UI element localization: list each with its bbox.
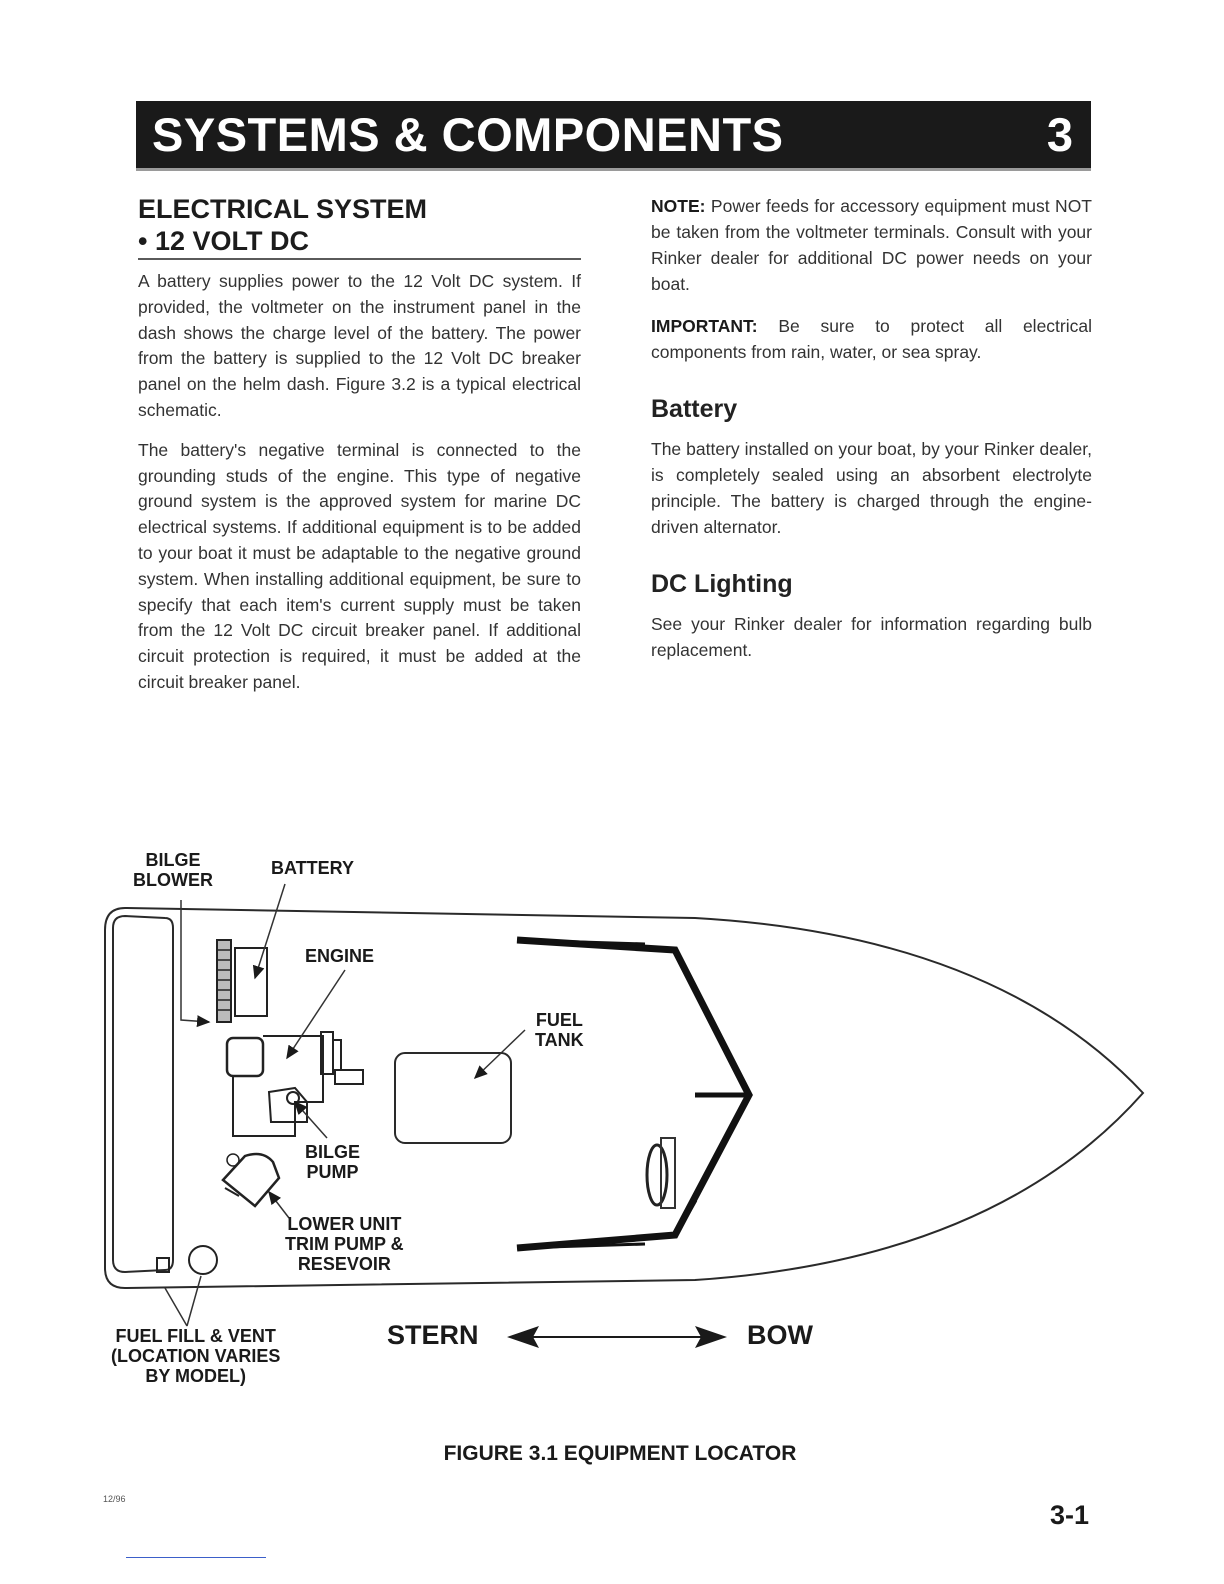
label-bilge-blower-line1: BILGE <box>145 850 201 870</box>
important-text: Be sure to protect all electrical components from rain, water, or sea spray. <box>651 316 1092 362</box>
label-engine: ENGINE <box>305 946 375 966</box>
label-fuel-tank-line2: TANK <box>535 1030 584 1050</box>
battery-heading: Battery <box>651 395 738 423</box>
helm-wheel <box>647 1145 667 1205</box>
swim-platform <box>113 916 173 1272</box>
important-paragraph <box>651 313 1092 365</box>
section-heading-line2: • 12 VOLT DC <box>138 226 309 256</box>
label-bilge-pump-line2: PUMP <box>306 1162 359 1182</box>
equipment-locator-figure <box>95 840 1155 1400</box>
trim-pump-shape <box>223 1154 279 1206</box>
note-text: Power feeds for accessory equipment must NOT be taken from the voltmeter terminals. Consult with your Rinker dealer for additional DC power needs on your boat. <box>651 196 1092 294</box>
note-paragraph <box>651 193 1092 297</box>
page-number: 3-1 <box>1050 1500 1090 1530</box>
hull-outline <box>105 908 1143 1288</box>
label-fuel-fill-vent <box>111 1326 280 1386</box>
label-bilge-pump-line1: BILGE <box>305 1142 361 1162</box>
fuel-fill-shape <box>189 1246 217 1274</box>
paragraph-battery-supply: A battery supplies power to the 12 Volt DC system. If provided, the voltmeter on the instrument panel in the dash shows the charge level of the battery. The power from the battery is supplied to the 12 Volt DC breaker panel on the helm dash. Figure 3.2 is a typical electrical schematic. <box>138 271 581 420</box>
label-fuel-tank <box>535 1010 584 1050</box>
label-trim-line1: LOWER UNIT <box>287 1214 402 1234</box>
battery-box <box>235 948 267 1016</box>
engine-block <box>227 1038 263 1076</box>
label-fuel-fill-line3: BY MODEL) <box>145 1366 246 1386</box>
chapter-number: 3 <box>1046 108 1073 161</box>
fuel-tank-shape <box>395 1053 511 1143</box>
label-bilge-pump <box>305 1142 360 1182</box>
dc-lighting-paragraph: See your Rinker dealer for information regarding bulb replacement. <box>651 614 1092 660</box>
label-trim-line2: TRIM PUMP & <box>285 1234 404 1254</box>
paragraph-negative-ground: The battery's negative terminal is connected to the grounding studs of the engine. This type of negative ground system is the approved system for marine DC electrical systems. If additional equipment is to be added to your boat it must be adaptable to the negative ground system. When installing additional equipment, be sure to specify that each item's current supply must be taken from the 12 Volt DC circuit breaker panel. If additional circuit protection is required, it must be added at the circuit breaker panel. <box>138 439 581 692</box>
dc-lighting-heading: DC Lighting <box>651 570 793 598</box>
battery-paragraph: The battery installed on your boat, by your Rinker dealer, is completely sealed using an absorbent electrolyte principle. The battery is charged through the engine-driven alternator. <box>651 439 1092 537</box>
important-label: IMPORTANT: <box>651 316 758 336</box>
label-trim-line3: RESEVOIR <box>297 1254 391 1274</box>
label-trim-pump <box>285 1214 404 1274</box>
label-bilge-blower <box>133 850 213 890</box>
chapter-banner <box>136 101 1091 171</box>
label-bilge-blower-line2: BLOWER <box>133 870 213 890</box>
label-fuel-tank-line1: FUEL <box>535 1010 583 1030</box>
footer-link-line <box>126 1557 266 1558</box>
figure-caption: FIGURE 3.1 EQUIPMENT LOCATOR <box>443 1442 797 1465</box>
right-column <box>651 193 1092 679</box>
left-column <box>138 193 581 696</box>
boat-diagram <box>95 840 1155 1400</box>
bilge-pump-shape <box>287 1092 299 1104</box>
label-battery: BATTERY <box>271 858 354 878</box>
label-fuel-fill-line2: (LOCATION VARIES <box>111 1346 281 1366</box>
label-bow: BOW <box>747 1320 813 1350</box>
label-stern: STERN <box>387 1320 479 1350</box>
date-code: 12/96 <box>103 1494 126 1504</box>
chapter-title: SYSTEMS & COMPONENTS <box>152 108 784 161</box>
note-label: NOTE: <box>651 196 706 216</box>
heading-rule <box>138 258 581 260</box>
section-heading-line1: ELECTRICAL SYSTEM <box>138 194 428 224</box>
label-fuel-fill-line1: FUEL FILL & VENT <box>115 1326 276 1346</box>
